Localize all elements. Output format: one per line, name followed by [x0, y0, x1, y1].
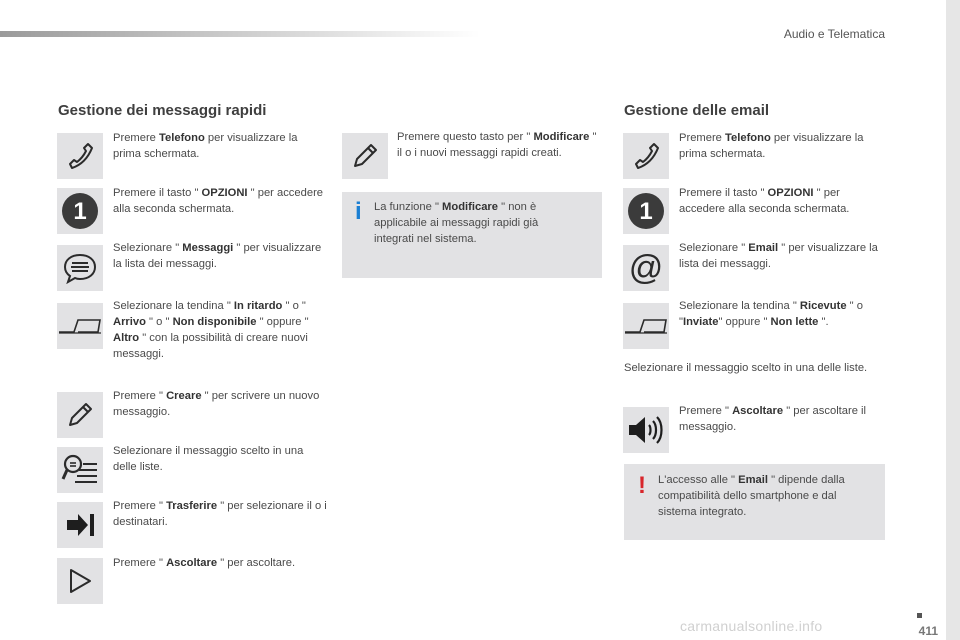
email-step-telefono	[679, 130, 889, 162]
keyword: Altro	[113, 332, 140, 344]
step-messaggi	[113, 240, 328, 272]
phone-handset-icon	[57, 133, 103, 179]
text-run: Premere il tasto "	[679, 187, 768, 199]
email-step-email	[679, 240, 889, 272]
at-sign-icon	[623, 245, 669, 291]
step-tendina	[113, 298, 328, 362]
keyword: OPZIONI	[201, 187, 248, 199]
keyword: Modificare	[533, 131, 590, 143]
text-run: per visualizzare la prima schermata.	[113, 132, 298, 160]
text-run: Premere "	[113, 390, 167, 402]
keyword: Ascoltare	[732, 405, 784, 417]
text-run: ".	[818, 316, 829, 328]
text-run: " per accedere alla seconda schermata.	[679, 187, 850, 215]
tab-selector-icon	[623, 303, 669, 349]
text-run: " o "	[282, 300, 306, 312]
page-number: 411	[918, 624, 938, 638]
email-step-tendina	[679, 298, 889, 330]
keyword: Trasferire	[166, 500, 218, 512]
keyword: Creare	[166, 390, 202, 402]
step-modificare	[397, 129, 602, 161]
keyword: Modificare	[442, 201, 498, 213]
email-step-ascoltare	[679, 403, 889, 435]
svg-text:1: 1	[73, 198, 87, 225]
keyword: OPZIONI	[767, 187, 814, 199]
text-run: " oppure "	[718, 316, 771, 328]
keyword: Email	[738, 474, 768, 486]
number-one-icon	[623, 188, 669, 234]
text-run: Premere "	[113, 500, 167, 512]
text-run: " per accedere alla seconda schermata.	[113, 187, 324, 215]
speaker-icon	[623, 407, 669, 453]
keyword: Non disponibile	[172, 316, 257, 328]
watermark: carmanualsonline.info	[680, 618, 823, 634]
text-run: " con la possibilità di creare nuovi messaggi.	[113, 332, 308, 360]
info-note-box	[342, 192, 602, 278]
step-opzioni	[113, 185, 328, 217]
pencil-icon	[57, 392, 103, 438]
keyword: Arrivo	[113, 316, 146, 328]
step-ascoltare	[113, 555, 328, 571]
text-run: Premere "	[679, 405, 733, 417]
keyword: Non lette	[770, 316, 819, 328]
text-run: Premere	[679, 132, 726, 144]
text-run: Premere il tasto "	[113, 187, 202, 199]
text-run: " dipende dalla compatibilità dello smartphone e dal sistema integrato.	[658, 474, 845, 518]
text-run: Premere	[113, 132, 160, 144]
step-trasferire	[113, 498, 328, 530]
section-title-quick-messages: Gestione dei messaggi rapidi	[58, 102, 267, 119]
keyword: Email	[748, 242, 779, 254]
text-run: Premere questo tasto per "	[397, 131, 534, 143]
text-run: " il o i nuovi messaggi rapidi creati.	[397, 131, 597, 159]
header-gradient-bar	[0, 31, 480, 37]
step-seleziona-messaggio	[113, 443, 328, 475]
svg-text:1: 1	[639, 198, 653, 225]
warning-note-text	[658, 472, 873, 520]
keyword: Telefono	[725, 132, 771, 144]
page-marker	[917, 613, 922, 618]
number-one-icon	[57, 188, 103, 234]
text-run: " per ascoltare il messaggio.	[679, 405, 867, 433]
step-telefono	[113, 130, 328, 162]
step-creare	[113, 388, 328, 420]
keyword: Telefono	[159, 132, 205, 144]
header-title: Audio e Telematica	[783, 27, 885, 41]
text-run: Selezionare la tendina "	[679, 300, 800, 312]
info-icon: i	[355, 198, 362, 225]
text-run: Selezionare la tendina "	[113, 300, 234, 312]
text-run: Selezionare il messaggio scelto in una delle liste.	[113, 445, 304, 473]
text-run: Selezionare "	[113, 242, 183, 254]
forward-arrow-icon	[57, 502, 103, 548]
info-note-text	[374, 199, 579, 247]
text-run: " non è applicabile ai messaggi rapidi già integrati nel sistema.	[374, 201, 539, 245]
svg-text:@: @	[628, 249, 664, 287]
email-step-seleziona: Selezionare il messaggio scelto in una delle liste.	[624, 362, 868, 374]
phone-handset-icon	[623, 133, 669, 179]
section-title-email: Gestione delle email	[624, 102, 770, 119]
text-run: " o "	[679, 300, 863, 328]
text-run: " per ascoltare.	[217, 557, 296, 569]
email-step-opzioni	[679, 185, 889, 217]
keyword: Ascoltare	[166, 557, 218, 569]
text-run: L'accesso alle "	[658, 474, 739, 486]
pencil-icon	[342, 133, 388, 179]
keyword: Inviate	[682, 316, 719, 328]
text-run: La funzione "	[374, 201, 443, 213]
text-run: " per visualizzare la lista dei messaggi.	[679, 242, 878, 270]
play-icon	[57, 558, 103, 604]
tab-selector-icon	[57, 303, 103, 349]
text-run: " per selezionare il o i destinatari.	[113, 500, 327, 528]
text-run: " per visualizzare la lista dei messaggi.	[113, 242, 322, 270]
keyword: Messaggi	[182, 242, 234, 254]
text-run: per visualizzare la prima schermata.	[679, 132, 864, 160]
text-run: " per scrivere un nuovo messaggio.	[113, 390, 320, 418]
text-run: Selezionare "	[679, 242, 749, 254]
keyword: In ritardo	[233, 300, 283, 312]
page-edge-strip	[946, 0, 960, 640]
text-run: " oppure "	[256, 316, 309, 328]
message-bubble-icon	[57, 245, 103, 291]
text-run: Premere "	[113, 557, 167, 569]
warning-icon: !	[638, 472, 646, 499]
search-list-icon	[57, 447, 103, 493]
text-run: " o "	[145, 316, 173, 328]
warning-note-box	[624, 464, 885, 540]
keyword: Ricevute	[799, 300, 847, 312]
